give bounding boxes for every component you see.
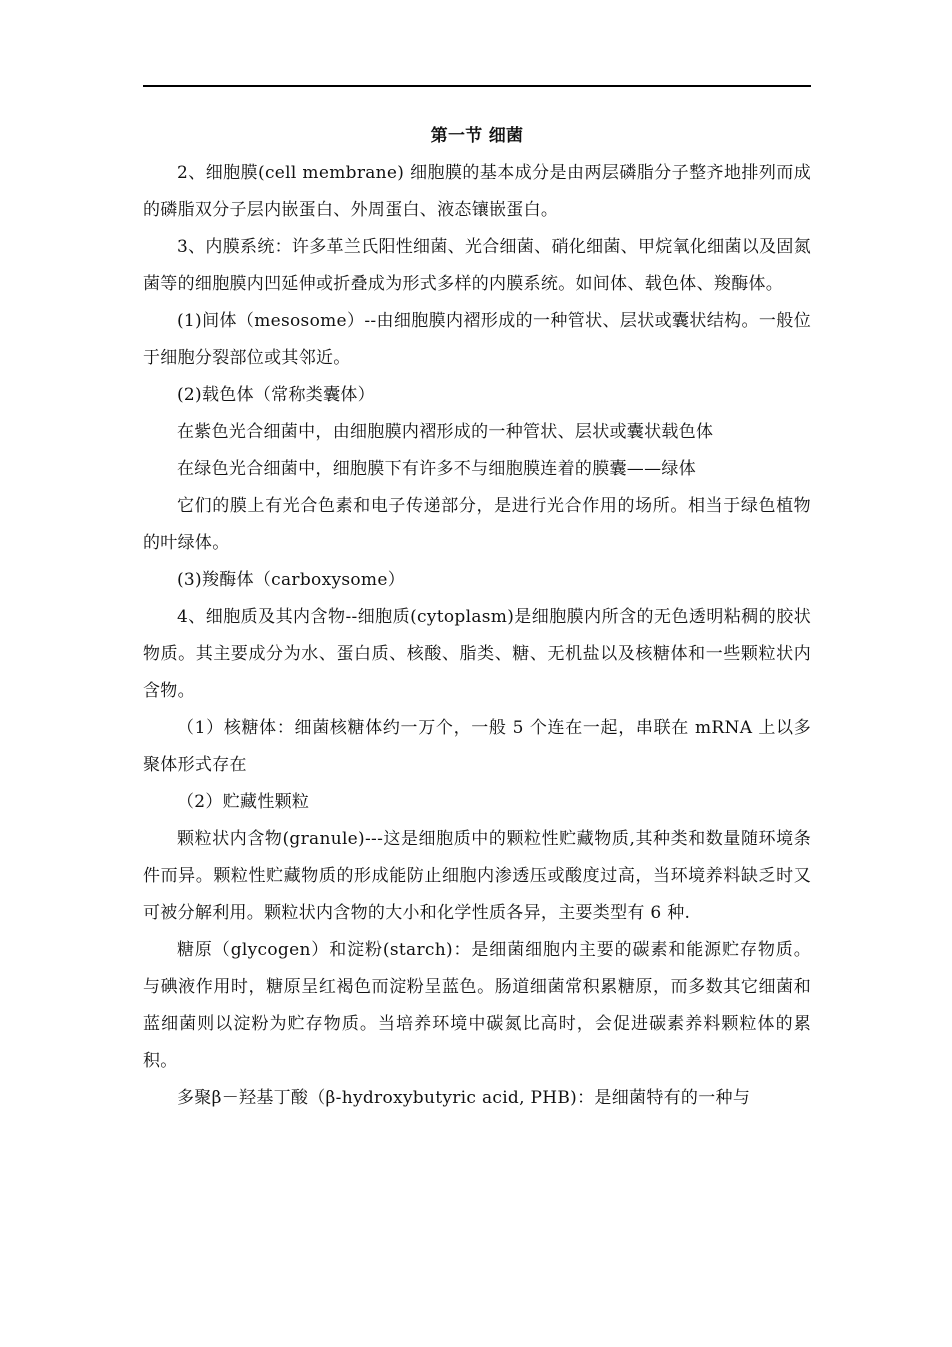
- paragraph-storage-granules: （2）贮藏性颗粒: [177, 792, 310, 812]
- document-body: [143, 118, 811, 1117]
- paragraph-granule: 颗粒状内含物(granule)---这是细胞质中的颗粒性贮藏物质,其种类和数量随环境条件而异。颗粒性贮藏物质的形成能防止细胞内渗透压或酸度过高，当环境养料缺乏时又可被分解利用。颗粒状内含物的大小和化学性质各异，主要类型有 6 种.: [143, 829, 811, 923]
- paragraph-phb: 多聚β－羟基丁酸（β-hydroxybutyric acid, PHB)：是细菌特有的一种与: [177, 1088, 751, 1108]
- header-rule: [143, 85, 811, 87]
- paragraph-cytoplasm: 4、细胞质及其内含物--细胞质(cytoplasm)是细胞膜内所含的无色透明粘稠的胶状物质。其主要成分为水、蛋白质、核酸、脂类、糖、无机盐以及核糖体和一些颗粒状内含物。: [143, 607, 811, 701]
- paragraph-photosynthesis: 它们的膜上有光合色素和电子传递部分，是进行光合作用的场所。相当于绿色植物的叶绿体。: [143, 496, 811, 553]
- paragraph-green-bacteria: 在绿色光合细菌中，细胞膜下有许多不与细胞膜连着的膜囊——绿体: [177, 459, 696, 479]
- paragraph-cell-membrane: 2、细胞膜(cell membrane) 细胞膜的基本成分是由两层磷脂分子整齐地排列而成的磷脂双分子层内嵌蛋白、外周蛋白、液态镶嵌蛋白。: [143, 163, 811, 220]
- paragraph-endomembrane: 3、内膜系统：许多革兰氏阳性细菌、光合细菌、硝化细菌、甲烷氧化细菌以及固氮菌等的细胞膜内凹延伸或折叠成为形式多样的内膜系统。如间体、载色体、羧酶体。: [143, 237, 811, 294]
- paragraph-chromatophore-heading: (2)载色体（常称类囊体）: [177, 385, 375, 405]
- paragraph-glycogen-starch: 糖原（glycogen）和淀粉(starch)：是细菌细胞内主要的碳素和能源贮存物质。与碘液作用时，糖原呈红褐色而淀粉呈蓝色。肠道细菌常积累糖原，而多数其它细菌和蓝细菌则以淀粉为贮存物质。当培养环境中碳氮比高时，会促进碳素养料颗粒体的累积。: [143, 940, 811, 1071]
- paragraph-ribosome: （1）核糖体：细菌核糖体约一万个，一般 5 个连在一起，串联在 mRNA 上以多聚体形式存在: [143, 718, 811, 775]
- paragraph-mesosome: (1)间体（mesosome）--由细胞膜内褶形成的一种管状、层状或囊状结构。一般位于细胞分裂部位或其邻近。: [143, 311, 811, 368]
- paragraph-purple-bacteria: 在紫色光合细菌中，由细胞膜内褶形成的一种管状、层状或囊状载色体: [177, 422, 714, 442]
- paragraph-carboxysome: (3)羧酶体（carboxysome）: [177, 570, 406, 590]
- section-title: 第一节 细菌: [430, 126, 524, 146]
